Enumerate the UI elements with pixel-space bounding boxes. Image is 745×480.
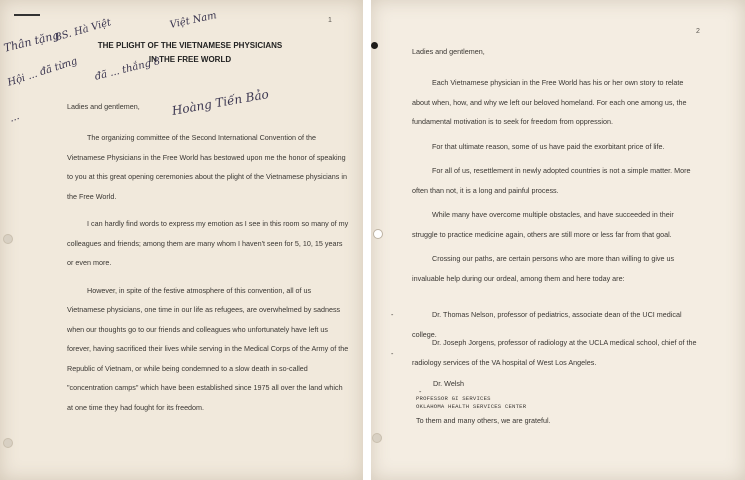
binder-hole (373, 229, 383, 239)
page-title: THE PLIGHT OF THE VIETNAMESE PHYSICIANS IN THE FREE WORLD (97, 41, 283, 64)
handwritten-note-line: đã ... thắng 8 (93, 55, 162, 83)
handwritten-note-line: Hội ... đã từng (6, 55, 79, 89)
binder-hole (3, 438, 13, 448)
list-bullet: - (419, 387, 422, 396)
paragraph: However, in spite of the festive atmosphere of this convention, all of us Vietnamese physicians, one time in our life as refugees, are overwhelmed by sadness when our thoughts go to our friends and colleagues who unfortunately have left us forever, having sacrificed their lives while serving in the Medical Corps of the Army of the Republic of Vietnam, or while being condemned to a slow death in so-called "concentration camps" which have been established since 1975 all over the land which at one time they had fought for its freedom. (67, 285, 349, 412)
ink-mark (371, 42, 378, 49)
handwritten-note-line: BS. Hà Việt (53, 17, 113, 44)
body-text (412, 73, 700, 288)
body-text (67, 128, 349, 417)
right-document-page (371, 0, 745, 480)
page-gap (363, 0, 371, 480)
left-document-page (0, 0, 363, 480)
page-number: 2 (696, 28, 700, 35)
list-item: Dr. Joseph Jorgens, professor of radiology at the UCLA medical school, chief of the radiology services of the VA hospital of West Los Angeles. (412, 338, 697, 367)
binder-hole (3, 234, 13, 244)
handwritten-note-line: Việt Nam (168, 10, 218, 31)
list-item: Dr. Welsh (433, 379, 465, 388)
top-left-mark (14, 14, 40, 16)
paragraph: The organizing committee of the Second International Convention of the Vietnamese Physicians in the Free World has bestowed upon me the honor of speaking to you at this great opening ceremonies about the plight of the Vietnamese physicians in the Free World. (67, 133, 347, 201)
paragraph: For all of us, resettlement in newly adopted countries is not a simple matter. More often than not, it is a long and painful process. (412, 166, 691, 195)
closing-line: To them and many others, we are grateful. (416, 416, 551, 425)
paragraph: While many have overcome multiple obstacles, and have succeeded in their struggle to practice medicine again, others are still more or less far from that goal. (412, 210, 674, 239)
list-item: Dr. Thomas Nelson, professor of pediatrics, associate dean of the UCI medical college. (412, 310, 682, 339)
paragraph: Crossing our paths, are certain persons who are more than willing to give us invaluable help during our ordeal, among them and here today are: (412, 254, 675, 283)
page-number: 1 (328, 17, 332, 24)
handwritten-note-line: Thân tặng (2, 28, 61, 55)
list-bullet: - (391, 349, 394, 358)
paragraph: I can hardly find words to express my emotion as I see in this room so many of my colleagues and friends; among them are many whom I haven't seen for 5, 10, 15 years or even more. (67, 219, 349, 267)
list-bullet: - (391, 310, 394, 319)
typed-insert-line: OKLAHOMA HEALTH SERVICES CENTER (416, 403, 527, 410)
salutation: Ladies and gentlemen, (67, 102, 140, 111)
paragraph: For that ultimate reason, some of us have paid the exorbitant price of life. (432, 141, 665, 151)
handwritten-signature: Hoàng Tiến Bảo (170, 87, 270, 118)
salutation: Ladies and gentlemen, (412, 47, 485, 56)
binder-hole (372, 433, 382, 443)
typed-insert-line: PROFESSOR GI SERVICES (416, 395, 491, 402)
handwritten-note-line: ... (8, 111, 21, 125)
paragraph: Each Vietnamese physician in the Free World has his or her own story to relate about when, how, and why we left our beloved homeland. For each one among us, the fundamental motivation is to seek for freedom from oppression. (412, 78, 687, 126)
